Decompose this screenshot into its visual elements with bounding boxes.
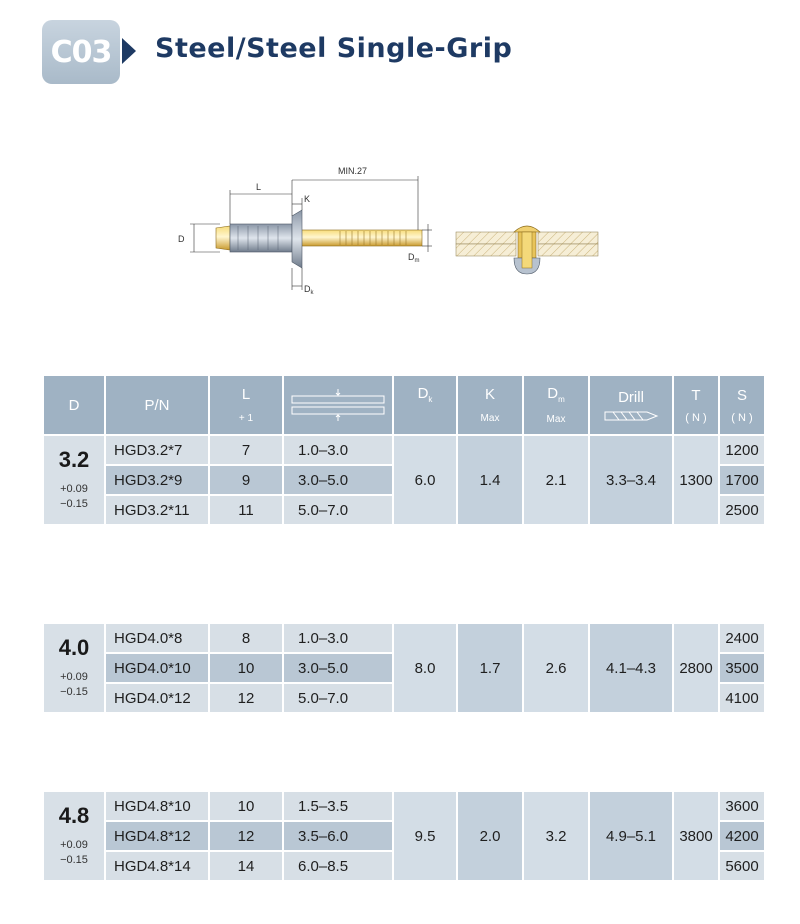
grip-range: 1.5–3.5 bbox=[284, 792, 394, 822]
length-value: 8 bbox=[210, 624, 284, 654]
rivet-body-shape bbox=[230, 224, 292, 252]
spec-group-3-2 bbox=[44, 436, 764, 526]
head-diameter-label bbox=[304, 284, 315, 296]
tolerance-minus: −0.15 bbox=[60, 854, 88, 866]
header-drill bbox=[590, 376, 674, 436]
header-t-label: T bbox=[691, 386, 701, 404]
header-l-tolerance: + 1 bbox=[238, 413, 254, 424]
tensile-value: 3800 bbox=[674, 792, 720, 882]
tolerance-plus: +0.09 bbox=[60, 671, 88, 683]
tensile-value: 1300 bbox=[674, 436, 720, 526]
tolerance-plus: +0.09 bbox=[60, 839, 88, 851]
k-value: 1.7 bbox=[458, 624, 524, 714]
length-value: 7 bbox=[210, 436, 284, 466]
length-value: 12 bbox=[210, 822, 284, 852]
diameter-cell bbox=[44, 624, 106, 714]
part-number: HGD4.8*14 bbox=[106, 852, 210, 882]
body-diameter-label: D bbox=[178, 234, 185, 244]
spec-table-header bbox=[44, 376, 764, 436]
grip-range: 5.0–7.0 bbox=[284, 684, 394, 714]
shear-value: 4200 bbox=[720, 822, 764, 852]
plate-left-bottom bbox=[456, 244, 516, 256]
grip-range: 3.5–6.0 bbox=[284, 822, 394, 852]
grip-range: 3.0–5.0 bbox=[284, 466, 394, 496]
part-number: HGD4.8*10 bbox=[106, 792, 210, 822]
length-value: 11 bbox=[210, 496, 284, 526]
shear-value: 4100 bbox=[720, 684, 764, 714]
grip-range: 5.0–7.0 bbox=[284, 496, 394, 526]
diameter-value: 4.0 bbox=[58, 635, 90, 660]
header-drill-label: Drill bbox=[618, 388, 644, 406]
shear-value: 2400 bbox=[720, 624, 764, 654]
k-value: 1.4 bbox=[458, 436, 524, 526]
dm-value: 2.1 bbox=[524, 436, 590, 526]
header-s-unit: ( N ) bbox=[731, 411, 753, 424]
header-t-unit: ( N ) bbox=[685, 411, 707, 424]
header-k-label: K bbox=[484, 386, 495, 403]
grip-range: 1.0–3.0 bbox=[284, 624, 394, 654]
header-s bbox=[720, 376, 764, 436]
part-number: HGD4.8*12 bbox=[106, 822, 210, 852]
shear-value: 5600 bbox=[720, 852, 764, 882]
head-diameter-sub: k bbox=[310, 290, 314, 296]
tolerance-plus: +0.09 bbox=[60, 483, 88, 495]
tensile-value: 2800 bbox=[674, 624, 720, 714]
page-title: Steel/Steel Single-Grip bbox=[155, 33, 513, 64]
installed-head-shape bbox=[514, 226, 540, 232]
shear-value: 3500 bbox=[720, 654, 764, 684]
mandrel-head-shape bbox=[216, 226, 230, 250]
header-k bbox=[458, 376, 524, 436]
length-value: 10 bbox=[210, 654, 284, 684]
length-value: 12 bbox=[210, 684, 284, 714]
header-dk bbox=[394, 376, 458, 436]
header-dm-max: Max bbox=[546, 414, 566, 425]
spec-group-4-0 bbox=[44, 624, 764, 714]
length-value: 9 bbox=[210, 466, 284, 496]
header-l bbox=[210, 376, 284, 436]
dm-value: 3.2 bbox=[524, 792, 590, 882]
head-diameter-main: D bbox=[304, 284, 311, 294]
header-d: D bbox=[44, 376, 106, 436]
table-row bbox=[44, 624, 764, 654]
grip-range: 1.0–3.0 bbox=[284, 436, 394, 466]
table-row bbox=[44, 792, 764, 822]
shear-value: 1700 bbox=[720, 466, 764, 496]
length-label: L bbox=[256, 182, 262, 192]
plate-left-top bbox=[456, 232, 516, 244]
installed-mandrel-shape bbox=[522, 232, 532, 268]
diameter-value: 4.8 bbox=[58, 803, 90, 828]
part-number: HGD3.2*9 bbox=[106, 466, 210, 496]
drill-value: 3.3–3.4 bbox=[590, 436, 674, 526]
diameter-cell bbox=[44, 436, 106, 526]
tolerance-minus: −0.15 bbox=[60, 686, 88, 698]
drill-value: 4.9–5.1 bbox=[590, 792, 674, 882]
header-k-max: Max bbox=[480, 413, 500, 424]
section-code: C03 bbox=[50, 34, 112, 70]
grip-range: 3.0–5.0 bbox=[284, 654, 394, 684]
shear-value: 3600 bbox=[720, 792, 764, 822]
diameter-cell bbox=[44, 792, 106, 882]
dk-value: 9.5 bbox=[394, 792, 458, 882]
part-number: HGD4.0*12 bbox=[106, 684, 210, 714]
head-height-label: K bbox=[304, 194, 311, 204]
header-dm bbox=[524, 376, 590, 436]
part-number: HGD4.0*8 bbox=[106, 624, 210, 654]
length-value: 10 bbox=[210, 792, 284, 822]
header-grip bbox=[284, 376, 394, 436]
part-number: HGD4.0*10 bbox=[106, 654, 210, 684]
mandrel-diameter-label bbox=[408, 252, 420, 264]
drill-bit-icon bbox=[603, 410, 659, 422]
header-t bbox=[674, 376, 720, 436]
dk-value: 6.0 bbox=[394, 436, 458, 526]
tolerance-minus: −0.15 bbox=[60, 498, 88, 510]
part-number: HGD3.2*7 bbox=[106, 436, 210, 466]
shear-value: 2500 bbox=[720, 496, 764, 526]
grip-range-icon bbox=[290, 388, 386, 422]
header-l-label: L bbox=[241, 386, 251, 403]
dm-value: 2.6 bbox=[524, 624, 590, 714]
shear-value: 1200 bbox=[720, 436, 764, 466]
drill-value: 4.1–4.3 bbox=[590, 624, 674, 714]
length-value: 14 bbox=[210, 852, 284, 882]
header-pn: P/N bbox=[106, 376, 210, 436]
grip-range: 6.0–8.5 bbox=[284, 852, 394, 882]
section-code-badge bbox=[42, 20, 120, 84]
dk-value: 8.0 bbox=[394, 624, 458, 714]
header-dk-label: $D_k$ bbox=[417, 385, 433, 404]
diameter-value: 3.2 bbox=[58, 447, 90, 472]
header-s-label: S bbox=[736, 386, 747, 404]
min-length-label: MIN.27 bbox=[338, 166, 368, 176]
rivet-dimension-diagram bbox=[170, 160, 440, 300]
k-value: 2.0 bbox=[458, 792, 524, 882]
part-number: HGD3.2*11 bbox=[106, 496, 210, 526]
spec-group-4-8 bbox=[44, 792, 764, 882]
table-row bbox=[44, 436, 764, 466]
rivet-head-shape bbox=[292, 210, 302, 268]
plate-right-bottom bbox=[538, 244, 598, 256]
installed-rivet-diagram bbox=[452, 218, 602, 288]
mandrel-diameter-sub: m bbox=[414, 258, 420, 264]
plate-right-top bbox=[538, 232, 598, 244]
header-dm-label: $D_m$ bbox=[547, 385, 565, 404]
mandrel-diameter-main: D bbox=[408, 252, 415, 262]
badge-arrow-icon bbox=[122, 38, 136, 64]
